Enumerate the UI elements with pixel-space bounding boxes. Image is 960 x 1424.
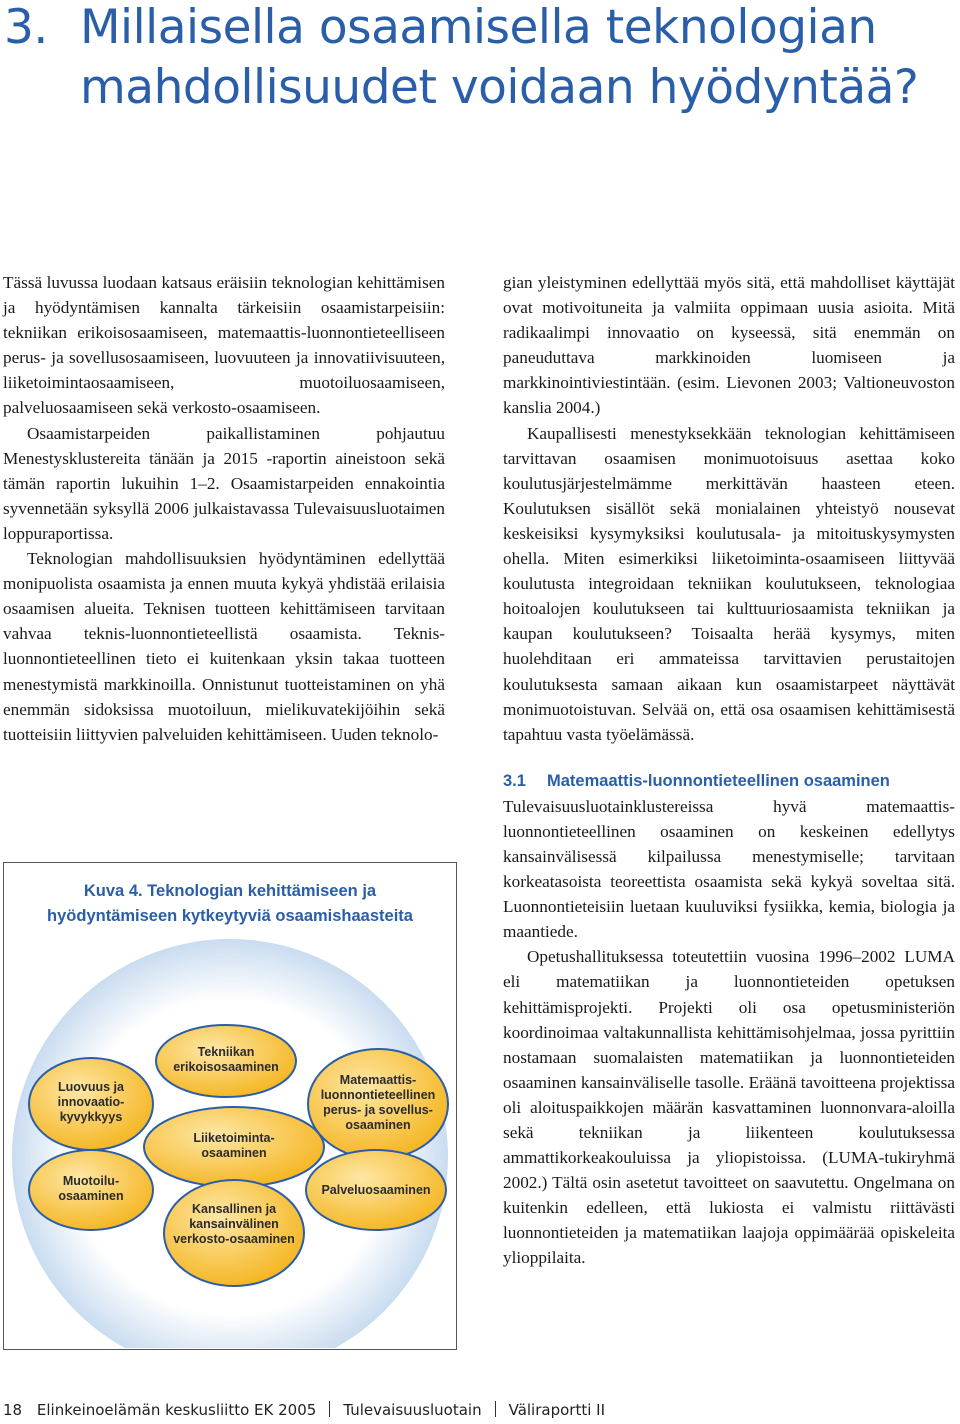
left-column [3,270,445,747]
node-label-matemaattis: Matemaattis-luonnontieteellinen perus- ja sovellus-osaaminen [320,1073,436,1132]
paragraph: gian yleistyminen edellyttää myös sitä, että mahdolliset käyttäjät ovat motivoituneita ja valmiita oppimaan uusia asioita. Mitä radikaalimpi innovaatio on kyseessä, sitä enemmän on paneuduttava markkinoiden luomiseen ja markkinointiviestintään. (esim. Lievonen 2003; Valtioneuvoston kanslia 2004.) [503,273,955,418]
node-label-tekniikan: Tekniikan erikoisosaaminen [173,1045,279,1074]
chapter-title-line2: mahdollisuudet voidaan hyödyntää? [80,60,919,115]
paragraph: Kaupallisesti menestyksekkään teknologian kehittämiseen tarvittavan osaamisen monimuotoisuus asettaa koko koulutusjärjestelmämme merkittävän haasteen eteen. Koulutuksen sisällöt sekä monialainen yhteistyö nousevat keskeisiksi kysymyksiksi koulutusala- ja mitoituskysymysten ohella. Miten esimerkiksi liiketoiminta-osaamiseen liittyvää koulutusta integroidaan tekniikan koulutukseen, teknologiaa hoitoalojen koulutukseen tai kulttuuriosaamista tekniikan ja kaupan koulutukseen? Toisaalta herää kysymys, miten huolehditaan eri ammateissa tarvittavien perustaitojen koulutuksesta samaan aikaan kun osaamistarpeet näyttävät monimuotoistuvan. Selvää on, että osa osaamisen kehittämisestä tapahtuu vasta työelämässä. [503,423,955,744]
chapter-number: 3. [4,0,48,55]
figure-box [3,862,457,1350]
paragraph: Teknologian mahdollisuuksien hyödyntäminen edellyttää monipuolista osaamista ja ennen muuta kykyä yhdistää erilaisia osaamisen alueita. Teknisen tuotteen kehittämiseen tarvitaan vahvaa teknis-luonnontieteellistä osaamista. Teknis-luonnontieteellinen tieto ei kuitenkaan yksin takaa tuotteen menestymistä markkinoilla. Onnistunut tuotteistaminen on yhä enemmän sidoksissa muotoiluun, mielikuvatekijöihin sekä tuotteisiin liittyvien palveluiden kehittämiseen. Uuden teknolo- [3,549,445,744]
footer-divider [495,1401,496,1417]
figure-caption-line1: Kuva 4. Teknologian kehittämiseen ja [83,882,377,900]
paragraph: Tulevaisuusluotainklustereissa hyvä matemaattis-luonnontieteellinen osaaminen on keskeinen edellytys kansainvälisessä kilpailussa menestymiselle; tarvitaan korkeatasoista teoreettista osaamista sekä kykyä soveltaa sitä. Luonnontieteisiin luetaan kuuluviksi fysiikka, kemia, biologia ja maantiede. [503,796,955,942]
chapter-heading [4,0,954,118]
page-number: 18 [3,1401,23,1419]
section-number: 3.1 [503,771,526,790]
node-label-luovuus: Luovuus ja innovaatio-kyvykkyys [57,1080,125,1124]
footer-series: Tulevaisuusluotain [343,1401,482,1419]
footer-publisher: Elinkeinoelämän keskusliitto EK 2005 [36,1401,317,1419]
footer-report: Väliraportti II [508,1401,605,1419]
figure-caption-line2: hyödyntämiseen kytkeytyviä osaamishaasteita [47,907,413,925]
footer-divider [329,1401,330,1417]
section-title: Matemaattis-luonnontieteellinen osaaminen [547,771,890,790]
chapter-title-line1: Millaisella osaamisella teknologian [80,0,877,55]
right-column [503,270,955,1271]
section-heading [503,769,955,794]
paragraph: Osaamistarpeiden paikallistaminen pohjautuu Menestysklustereita tänään ja 2015 -raportin aineistoon sekä tämän raportin lukuihin 1–2. Osaamistarpeiden ennakointia syvennetään syksyllä 2006 julkaistavassa Tulevaisuusluotaimen loppuraportissa. [3,423,445,543]
paragraph: Opetushallituksessa toteutettiin vuosina 1996–2002 LUMA eli matematiikan ja luonnontieteiden opetuksen kehittämisprojekti. Projekti oli osa opetusministeriön koordinoimaa valtakunnallista kehittämisohjelmaa, jossa pyrittiin nostamaan suomalaisten matematiikan ja luonnontieteiden osaaminen kansainväliselle tasolle. Eräänä tavoitteena projektissa oli aloituspaikkojen määrän kasvattaminen luonnonvara-aloilla sekä tekniikan ja liikenteen koulutuksessa ammattikorkeakouluissa ja yliopistoissa. (LUMA-tukiryhmä 2002.) Tältä osin asetetut tavoitteet on saavutettu. Ongelmana on kuitenkin edelleen, että lukiosta ei valmistu riittävästi luonnontieteiden ja matematiikan laajoja oppimäärää opiskeleita ylioppilaita. [503,947,955,1268]
figure-caption [4,879,456,929]
node-label-palvelu: Palveluosaaminen [321,1183,431,1197]
page-footer [3,1401,953,1419]
node-label-liiketoiminta: Liiketoiminta-osaaminen [193,1131,275,1160]
paragraph: Tässä luvussa luodaan katsaus eräisiin teknologian kehittämisen ja hyödyntämisen kannalta tärkeisiin osaamistarpeisiin: tekniikan erikoisosaamiseen, matemaattis-luonnontieteelliseen perus- ja sovellusosaamiseen, luovuuteen ja innovatiivisuuteen, liiketoimintaosaamiseen, muotoiluosaamiseen, palveluosaamiseen sekä verkosto-osaamiseen. [3,273,445,418]
node-label-kansallinen: Kansallinen ja kansainvälinen verkosto-osaaminen [173,1202,295,1246]
node-label-muotoilu: Muotoilu-osaaminen [58,1174,124,1203]
